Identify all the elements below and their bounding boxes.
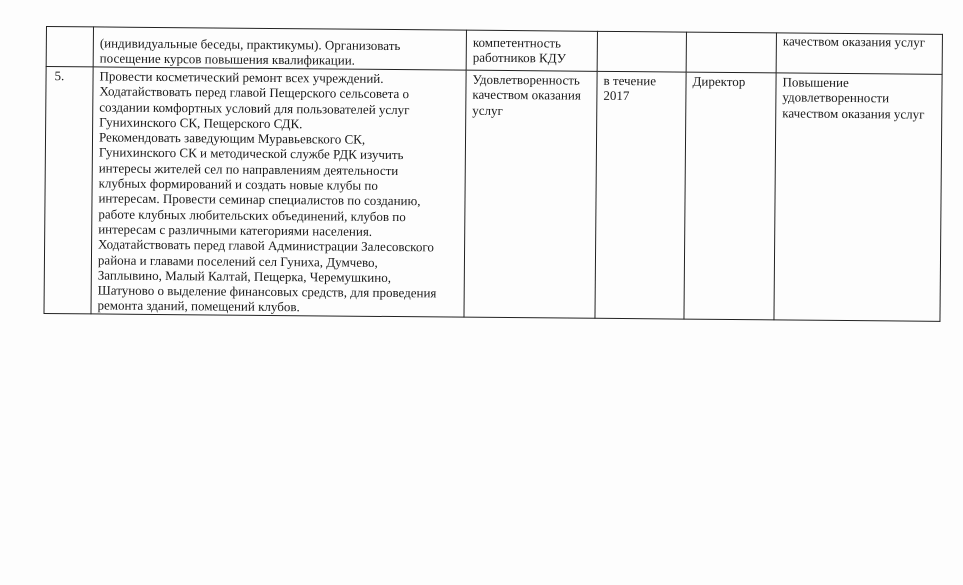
text-line: компетентность [472, 34, 562, 51]
text-line: удовлетворенности [782, 89, 890, 106]
responsible-cell [684, 72, 776, 320]
text-line: интересы жителей сел по направлениям деятельности [98, 160, 399, 178]
text-line: интересам. Провести семинар специалистов по созданию, [98, 190, 421, 209]
text-line: Гунихинского СК и методической службе РДК изучить [98, 144, 404, 163]
text-line: посещение курсов повышения квалификации. [99, 50, 356, 68]
text-line: (индивидуальные беседы, практикумы). Организовать [99, 35, 401, 54]
responsible-cell [686, 32, 776, 73]
text-line: Провести косметический ремонт всех учреждений. [99, 68, 384, 86]
term-cell [597, 31, 686, 72]
activities-cell [91, 67, 466, 317]
text-line: работников КДУ [472, 50, 567, 66]
text-line: клубных формирований и создать новые клубы по [98, 175, 378, 193]
text-line: Директор [692, 73, 746, 90]
number-cell [46, 27, 93, 67]
text-line: создании комфортных условий для пользователей услуг [99, 99, 410, 117]
text-line: работе клубных любительских объединений, клубов по [98, 206, 406, 224]
text-line: качеством оказания услуг [782, 33, 926, 50]
table-row [44, 67, 942, 322]
text-line: 2017 [603, 88, 630, 104]
indicator-cell [776, 33, 942, 74]
text-line: интересам с различными категориями населения. [98, 221, 373, 239]
text-line: Ходатайствовать перед главой Пещерского сельсовета о [99, 83, 410, 102]
text-line: Повышение [782, 74, 849, 91]
text-line: услуг [472, 102, 503, 118]
text-line: ремонта зданий, помещений клубов. [97, 297, 300, 315]
text-line: Удовлетворенность [472, 71, 580, 88]
text-line: Рекомендовать заведующим Муравьевского СК, [98, 129, 366, 147]
text-line: качеством оказания [472, 87, 581, 103]
number-cell: 5. [44, 67, 93, 314]
indicator-cell [774, 73, 942, 321]
result-cell [466, 30, 597, 71]
term-cell [595, 71, 686, 319]
activities-cell [93, 27, 466, 70]
text-line: Гунихинского СК, Пещерского СДК. [99, 114, 303, 132]
result-cell [464, 70, 597, 318]
text-line: Ходатайствовать перед главой Администрации Залесовского [98, 236, 434, 255]
text-line: в течение [603, 72, 657, 89]
plan-table [43, 26, 942, 322]
text-line: Заплывино, Малый Калтай, Пещерка, Черемушкино, [97, 267, 392, 285]
text-line: района и главами поселений сел Гуниха, Думчево, [97, 252, 378, 270]
text-line: Шатуново о выделение финансовых средств, для проведения [97, 282, 437, 301]
text-line: качеством оказания услуг [782, 105, 925, 122]
